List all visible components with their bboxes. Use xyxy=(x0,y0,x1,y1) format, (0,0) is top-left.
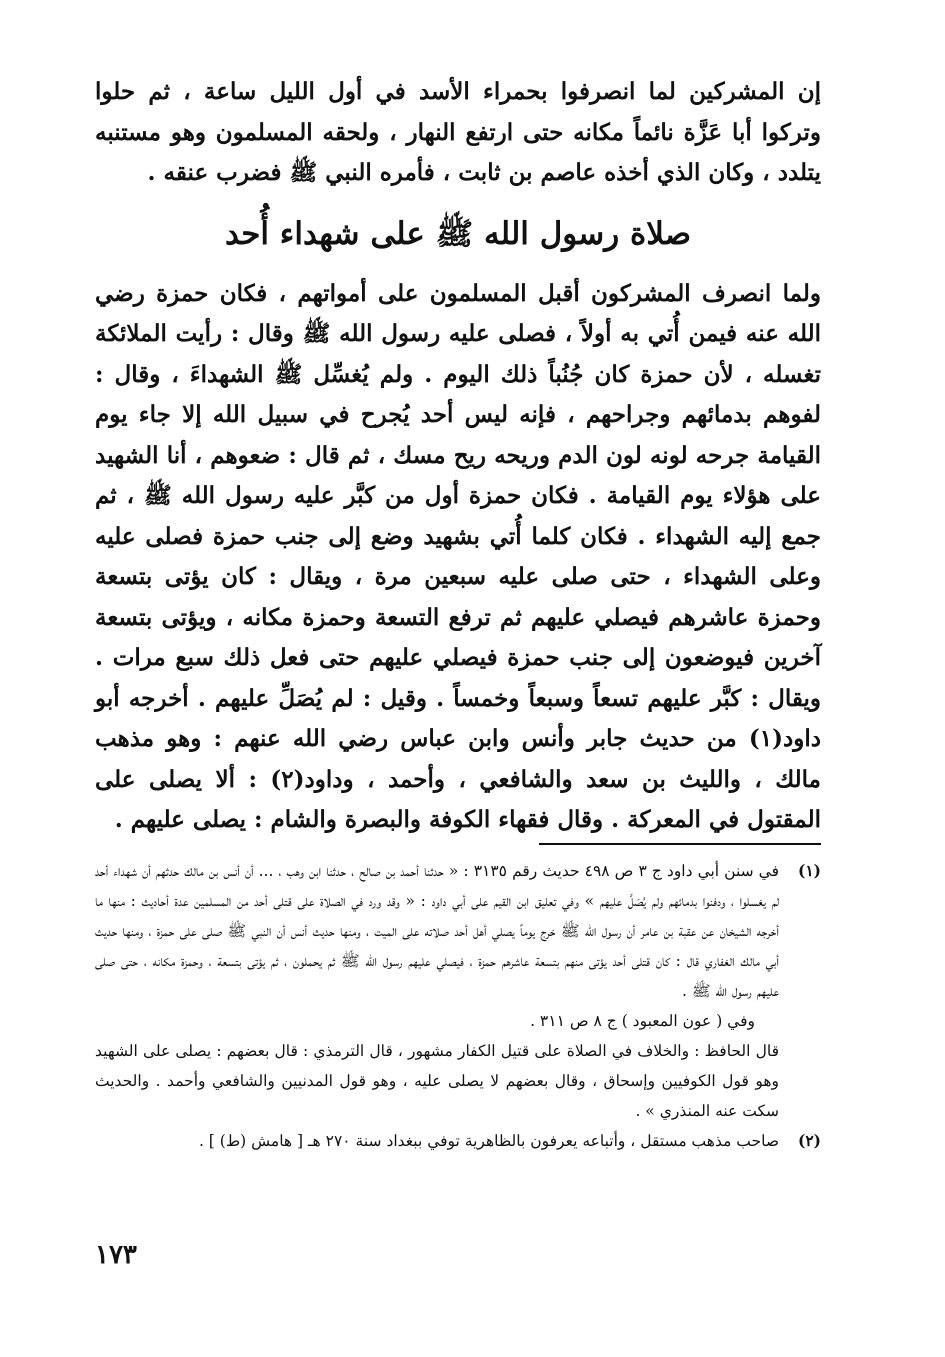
footnote-2 xyxy=(95,1126,821,1156)
section-heading: صلاة رسول الله ﷺ على شهداء أُحد xyxy=(224,215,692,252)
footnote-1-body xyxy=(95,856,779,1126)
intro-paragraph: إن المشركين لما انصرفوا بحمراء الأسد في أول الليل ساعة ، ثم حلوا وتركوا أبا عَزَّة نائماً مكانه حتى ارتفع النهار ، ولحقه المسلمون وهو مستنبه يتلدد ، وكان الذي أخذه عاصم بن ثابت ، فأمره النبي ﷺ فضرب عنقه . xyxy=(95,78,821,186)
page-number: ١٧٣ xyxy=(95,1240,137,1270)
footnotes-section xyxy=(95,856,821,1156)
footnote-2-body xyxy=(95,1126,779,1156)
main-paragraph: ولما انصرف المشركون أقبل المسلمون على أمواتهم ، فكان حمزة رضي الله عنه فيمن أُتي به أولاً ، فصلى عليه رسول الله ﷺ وقال : رأيت الملائكة تغسله ، لأن حمزة كان جُنُباً ذلك اليوم . ولم يُغسِّل ﷺ الشهداءَ ، وقال : لفوهم بدمائهم وجراحهم ، فإنه ليس أحد يُجرح في سبيل الله إلا جاء يوم القيامة جرحه لونه لون الدم وريحه ريح مسك ، ثم قال : ضعوهم ، أنا الشهيد على هؤلاء يوم القيامة . فكان حمزة أول من كبَّر عليه رسول الله ﷺ ، ثم جمع إليه الشهداء . فكان كلما أُتي بشهيد وضع إلى جنب حمزة فصلى عليه وعلى الشهداء ، حتى صلى عليه سبعين مرة ، ويقال : كان يؤتى بتسعة وحمزة عاشرهم فيصلي عليهم ثم ترفع التسعة وحمزة مكانه ، ويؤتى بتسعة آخرين فيوضعون إلى جنب حمزة فيصلي عليهم حتى فعل ذلك سبع مرات . ويقال : كبَّر عليهم تسعاً وسبعاً وخمساً . وقيل : لم يُصَلِّ عليهم . أخرجه أبو داود(١) من حديث جابر وأنس وابن عباس رضي الله عنهم : وهو مذهب مالك ، والليث بن سعد والشافعي ، وأحمد ، وداود(٢) : ألا يصلى على المقتول في المعركة . وقال فقهاء الكوفة والبصرة والشام : يصلى عليهم . xyxy=(95,279,821,833)
footnote-1-number: (١) xyxy=(797,861,821,880)
footnote-2-paragraph-1: صاحب مذهب مستقل ، وأتباعه يعرفون بالظاهرية توفي ببغداد سنة ٢٧٠ هـ [ هامش (ط) ] . xyxy=(198,1132,779,1150)
footnote-1-paragraph-3: قال الحافظ : والخلاف في الصلاة على قتيل الكفار مشهور ، قال الترمذي : قال بعضهم : يصلى على الشهيد وهو قول الكوفيين وإسحاق ، وقال بعضهم لا يصلى عليه ، وهو قول المدنيين والشافعي وأحمد . والحديث سكت عنه المنذري » . xyxy=(95,1042,779,1120)
footnote-1-paragraph-2: وفي ( عون المعبود ) ج ٨ ص ٣١١ . xyxy=(530,1012,755,1030)
book-page xyxy=(95,72,821,841)
footnote-2-number: (٢) xyxy=(797,1131,821,1150)
footnote-1 xyxy=(95,856,821,1126)
footnote-1-paragraph-1: في سنن أبي داود ج ٣ ص ٤٩٨ حديث رقم ٣١٣٥ : « حدثنا أحمد بن صالح ، حدثنا ابن وهب ، ... أن أنس بن مالك حدثهم أن شهداء أحد لم يغسلوا ، ودفنوا بدمائهم ولم يُصَلَّ عليهم » وفي تعليق ابن القيم على أبي داود : « وقد ورد في الصلاة على قتلى أحد من المسلمين عدة أحاديث : منها ما أخرجه الشيخان عن عقبة بن عامر أن رسول الله ﷺ خرج يوماً يصلي أهل أحد صلاته على الميت ، ومنها حديث أنس أن النبي ﷺ صلى على حمزة ، ومنها حديث أبي مالك الغفاري قال : كان قتلى أحد يؤتى منهم بتسعة عاشرهم حمزة ، فيصلي عليهم رسول الله ﷺ ثم يحملون ، ثم يؤتى بتسعة ، وحمزة مكانه ، حتى صلى عليهم رسول الله ﷺ . xyxy=(95,862,780,1000)
footnote-divider xyxy=(539,843,821,845)
